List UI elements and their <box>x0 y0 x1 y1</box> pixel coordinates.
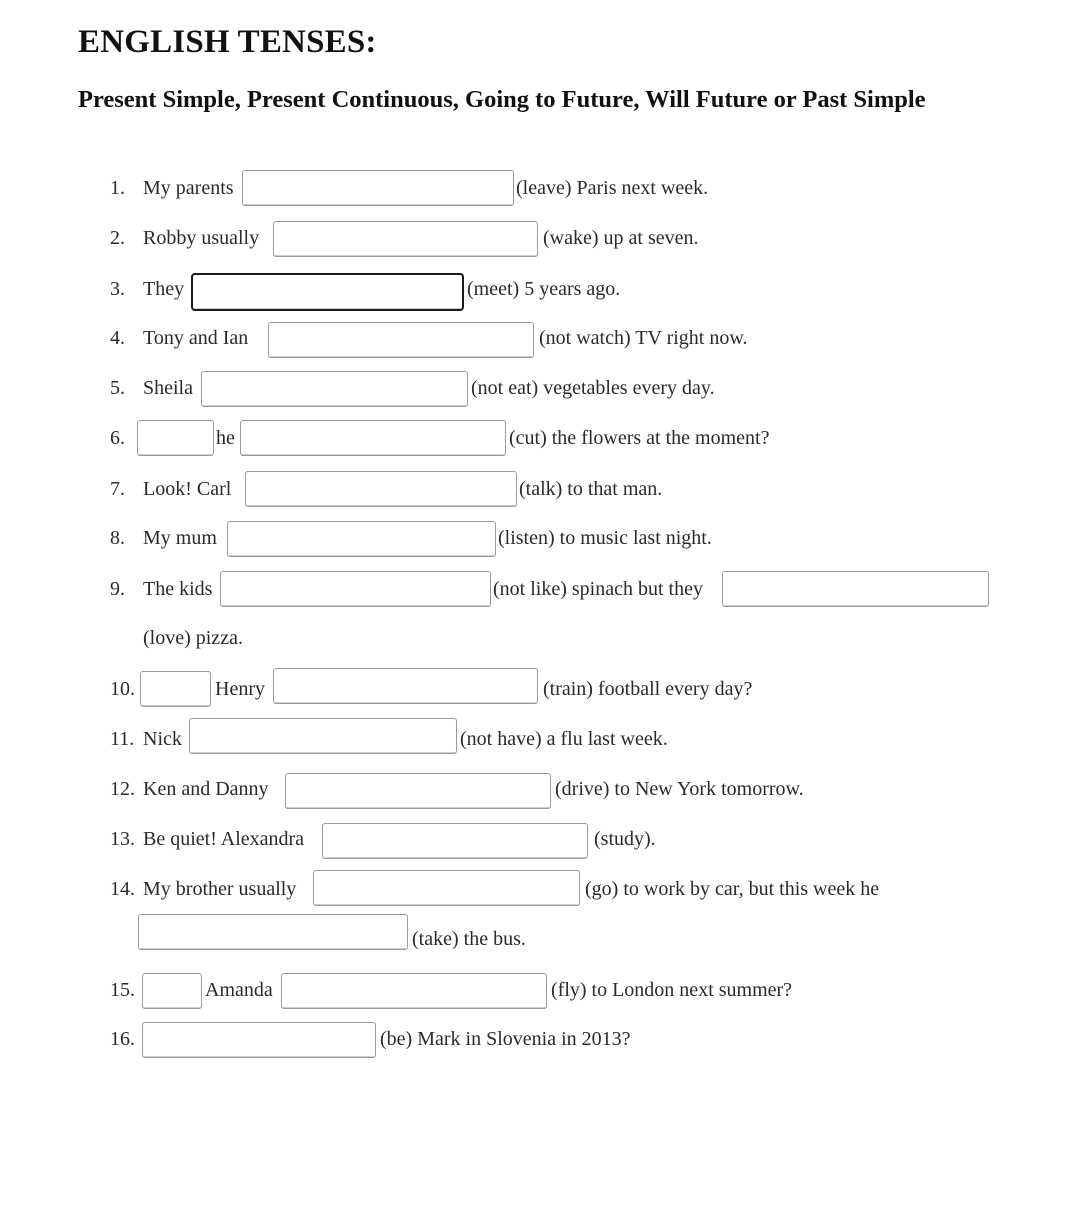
sentence-text: he <box>216 427 235 449</box>
worksheet-title: ENGLISH TENSES: <box>78 24 377 60</box>
answer-input-9a[interactable] <box>220 571 491 607</box>
sentence-text: (talk) to that man. <box>519 478 663 500</box>
sentence-text: (train) football every day? <box>543 678 753 700</box>
item-number: 14. <box>110 878 135 900</box>
sentence-text: (meet) 5 years ago. <box>467 278 621 300</box>
sentence-text: (listen) to music last night. <box>498 527 712 549</box>
answer-input-6b[interactable] <box>240 420 506 456</box>
answer-input-1[interactable] <box>242 170 514 206</box>
item-number: 16. <box>110 1028 135 1050</box>
answer-input-7[interactable] <box>245 471 517 507</box>
sentence-text: (cut) the flowers at the moment? <box>509 427 770 449</box>
answer-input-15b[interactable] <box>281 973 547 1009</box>
item-number: 8. <box>110 527 125 549</box>
sentence-text: They <box>143 278 185 300</box>
item-number: 4. <box>110 327 125 349</box>
item-number: 7. <box>110 478 125 500</box>
answer-input-9b[interactable] <box>722 571 989 607</box>
sentence-text: (not watch) TV right now. <box>539 327 748 349</box>
answer-input-4[interactable] <box>268 322 534 358</box>
sentence-text: My mum <box>143 527 217 549</box>
sentence-text: Nick <box>143 728 182 750</box>
answer-input-14b[interactable] <box>138 914 408 950</box>
answer-input-6a[interactable] <box>137 420 214 456</box>
sentence-text: Look! Carl <box>143 478 232 500</box>
item-number: 3. <box>110 278 125 300</box>
sentence-text: Tony and Ian <box>143 327 249 349</box>
answer-input-5[interactable] <box>201 371 468 407</box>
sentence-text: (wake) up at seven. <box>543 227 699 249</box>
item-number: 15. <box>110 979 135 1001</box>
answer-input-16[interactable] <box>142 1022 376 1058</box>
sentence-text: Ken and Danny <box>143 778 269 800</box>
sentence-text: My parents <box>143 177 234 199</box>
answer-input-13[interactable] <box>322 823 588 859</box>
sentence-text: The kids <box>143 578 213 600</box>
sentence-text: (love) pizza. <box>143 627 243 649</box>
answer-input-3[interactable] <box>191 273 464 311</box>
sentence-text: (be) Mark in Slovenia in 2013? <box>380 1028 631 1050</box>
sentence-text: My brother usually <box>143 878 297 900</box>
item-number: 10. <box>110 678 135 700</box>
worksheet-subtitle: Present Simple, Present Continuous, Going to Future, Will Future or Past Simple <box>78 86 926 113</box>
sentence-text: Amanda <box>205 979 273 1001</box>
answer-input-2[interactable] <box>273 221 538 257</box>
sentence-text: (leave) Paris next week. <box>516 177 709 199</box>
answer-input-10b[interactable] <box>273 668 538 704</box>
answer-input-10a[interactable] <box>140 671 211 707</box>
item-number: 2. <box>110 227 125 249</box>
item-number: 5. <box>110 377 125 399</box>
item-number: 6. <box>110 427 125 449</box>
item-number: 13. <box>110 828 135 850</box>
sentence-text: (not have) a flu last week. <box>460 728 668 750</box>
item-number: 12. <box>110 778 135 800</box>
sentence-text: Sheila <box>143 377 193 399</box>
sentence-text: (go) to work by car, but this week he <box>585 878 880 900</box>
sentence-text: Henry <box>215 678 265 700</box>
answer-input-14a[interactable] <box>313 870 580 906</box>
sentence-text: (not eat) vegetables every day. <box>471 377 715 399</box>
sentence-text: (take) the bus. <box>412 928 526 950</box>
answer-input-15a[interactable] <box>142 973 202 1009</box>
sentence-text: (drive) to New York tomorrow. <box>555 778 804 800</box>
sentence-text: (fly) to London next summer? <box>551 979 793 1001</box>
item-number: 11. <box>110 728 135 750</box>
sentence-text: Robby usually <box>143 227 260 249</box>
answer-input-11[interactable] <box>189 718 457 754</box>
sentence-text: (not like) spinach but they <box>493 578 703 600</box>
item-number: 1. <box>110 177 125 199</box>
answer-input-12[interactable] <box>285 773 551 809</box>
item-number: 9. <box>110 578 125 600</box>
answer-input-8[interactable] <box>227 521 496 557</box>
sentence-text: (study). <box>594 828 656 850</box>
sentence-text: Be quiet! Alexandra <box>143 828 305 850</box>
